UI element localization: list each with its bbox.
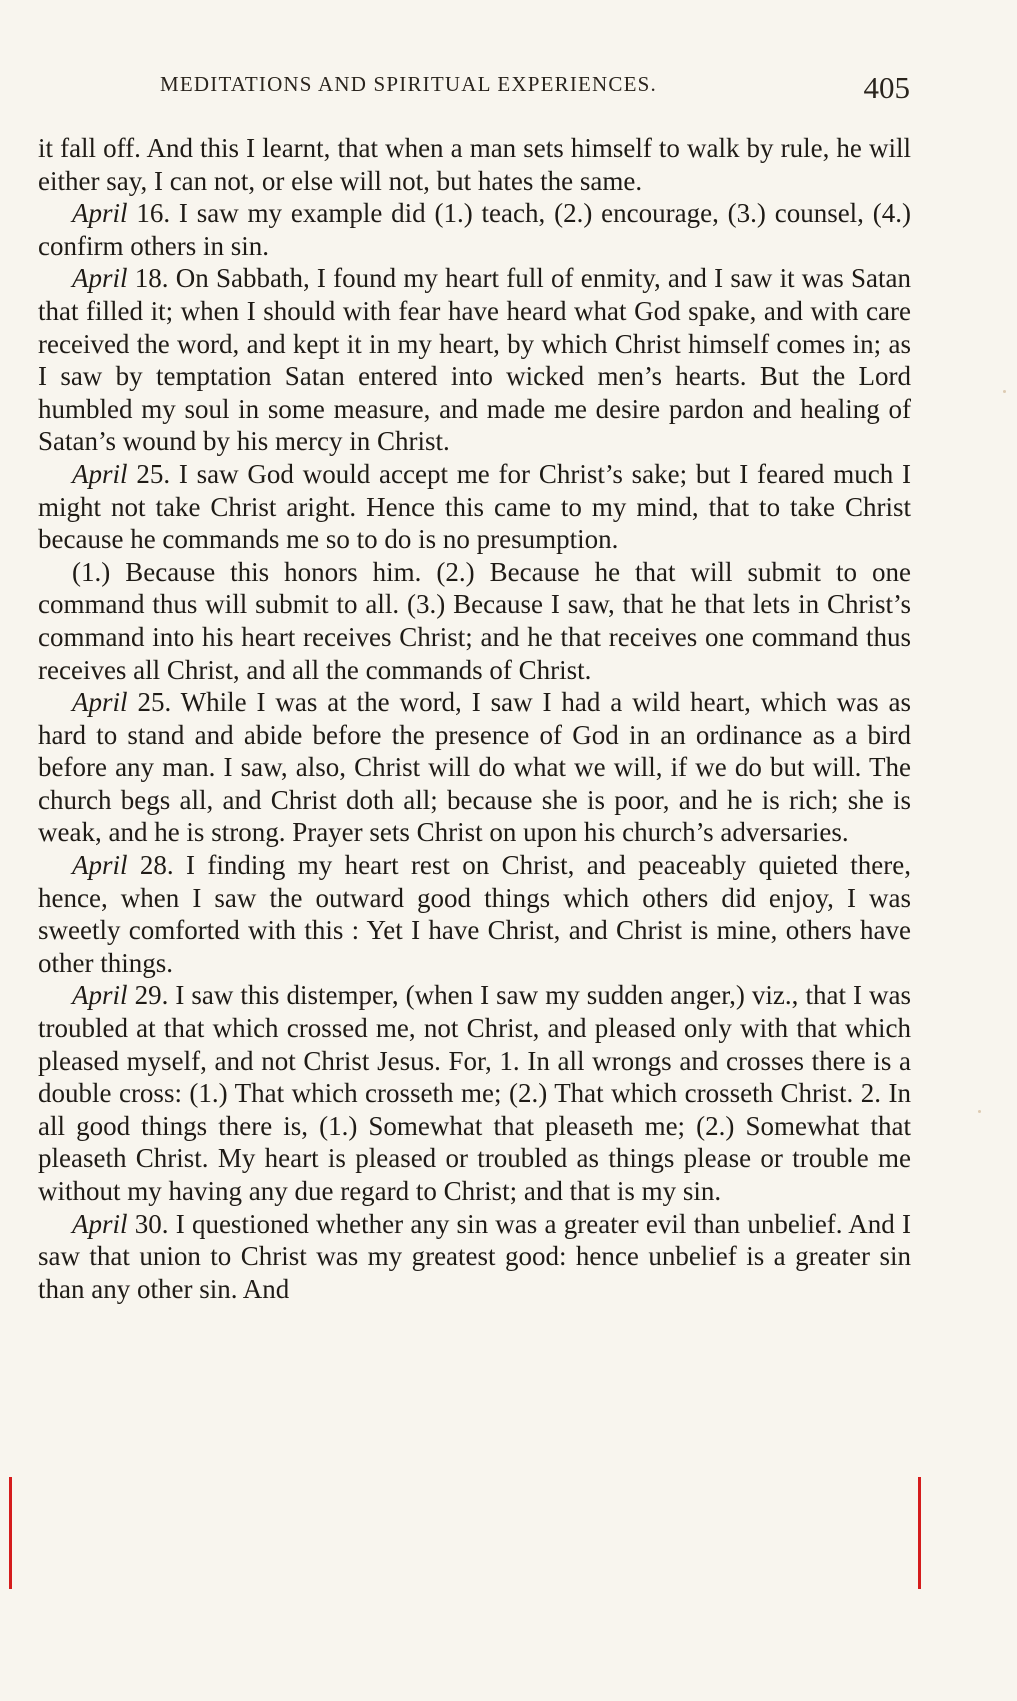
entry-text: 25. While I was at the word, I saw I had a wild heart, which was as hard to stand and abide before the presence of God in an ordinance as a bird before any man. I saw, also, Christ will do what we will, if we do but will. The church begs all, and Christ doth all; because she is poor, and he is rich; she is weak, and he is strong. Prayer sets Christ on upon his church’s adversaries. <box>38 687 912 848</box>
entry-april-25-second <box>38 686 911 849</box>
paper-speck <box>1003 390 1006 393</box>
paragraph-text: it fall off. And this I learnt, that when a man sets himself to walk by rule, he will either say, I can not, or else will not, but hates the same. <box>38 133 911 196</box>
reasons-paragraph <box>38 556 911 686</box>
paragraph-continuation <box>38 132 911 197</box>
left-red-margin-mark <box>9 1477 12 1589</box>
paper-speck <box>978 1110 981 1113</box>
page-number: 405 <box>863 70 910 105</box>
entry-text: 28. I finding my heart rest on Christ, and peaceably quieted there, hence, when I saw the outward good things which others did enjoy, I was sweetly comforted with this : Yet I have Christ, and Christ is mine, others have other things. <box>38 850 911 978</box>
running-title: MEDITATIONS AND SPIRITUAL EXPERIENCES. <box>160 72 657 96</box>
entry-april-16 <box>38 197 911 262</box>
paragraph-text: (1.) Because this honors him. (2.) Because he that will submit to one command thus will submit to all. (3.) Because I saw, that he that lets in Christ’s command into his heart receives Christ; and he that receives one command thus receives all Christ, and all the commands of Christ. <box>38 556 911 685</box>
entry-april-25-first <box>38 458 911 556</box>
entry-text: 29. I saw this distemper, (when I saw my sudden anger,) viz., that I was troubled at that which crossed me, not Christ, and pleased only with that which pleased myself, and not Christ Jesus. For, 1. In all wrongs and crosses there is a double cross: (1.) That which crosseth me; (2.) That which crosseth Christ. 2. In all good things there is, (1.) Somewhat that pleaseth me; (2.) Somewhat that pleaseth Christ. My heart is pleased or troubled as things please or trouble me without my having any due regard to Christ; and that is my sin. <box>38 980 912 1206</box>
entry-date: April <box>72 1208 128 1239</box>
entry-text: 16. I saw my example did (1.) teach, (2.) encourage, (3.) counsel, (4.) confirm others in sin. <box>38 198 911 261</box>
entry-date: April <box>72 198 128 229</box>
entry-date: April <box>72 263 128 294</box>
right-red-margin-mark <box>918 1477 921 1589</box>
entry-date: April <box>72 980 128 1011</box>
running-head <box>160 72 910 108</box>
entry-date: April <box>72 458 128 489</box>
entry-april-18 <box>38 262 911 458</box>
entry-date: April <box>72 687 128 718</box>
entry-text: 18. On Sabbath, I found my heart full of enmity, and I saw it was Satan that filled it; when I should with fear have heard what God spake, and with care received the word, and kept it in my heart, by which Christ himself comes in; as I saw by temptation Satan entered into wicked men’s hearts. But the Lord humbled my soul in some measure, and made me desire pardon and healing of Satan’s wound by his mercy in Christ. <box>38 263 912 457</box>
entry-april-29 <box>38 979 911 1207</box>
body-text <box>38 132 911 1305</box>
entry-april-28 <box>38 849 911 979</box>
entry-april-30 <box>38 1208 911 1306</box>
entry-date: April <box>72 850 128 881</box>
entry-text: 25. I saw God would accept me for Christ’s sake; but I feared much I might not take Christ aright. Hence this came to my mind, that to take Christ because he commands me so to do is no presumption. <box>38 458 911 555</box>
entry-text: 30. I questioned whether any sin was a greater evil than unbelief. And I saw that union to Christ was my greatest good: hence unbelief is a greater sin than any other sin. And <box>38 1208 912 1304</box>
